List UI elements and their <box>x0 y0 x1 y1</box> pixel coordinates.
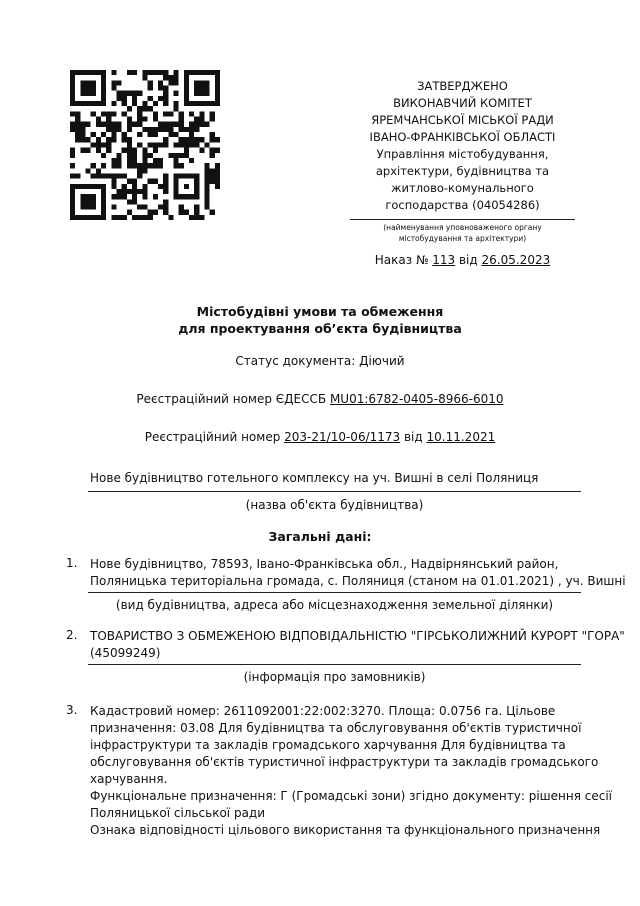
item-line: Поляницької сільської ради <box>90 806 266 820</box>
item-line: обслуговування об'єктів туристичної інфраструктури та закладів громадського <box>90 755 599 769</box>
order-line <box>350 252 575 269</box>
registry-number <box>0 430 640 444</box>
registry-value: MU01:6782-0405-8966-6010 <box>329 392 504 406</box>
approval-caption-line: містобудування та архітектури) <box>398 234 527 243</box>
registry-label: Реєстраційний номер ЄДЕССБ <box>136 392 327 406</box>
approval-line: Управління містобудування, <box>376 147 549 161</box>
order-date-prefix: від <box>458 253 478 267</box>
item-1-rule <box>88 592 581 593</box>
item-line: Поляницька територіальна громада, с. Поляниця (станом на 01.01.2021) , уч. Вишні <box>90 574 626 588</box>
item-3-text <box>90 703 612 839</box>
approval-line: ВИКОНАВЧИЙ КОМІТЕТ <box>393 96 532 110</box>
item-line: ТОВАРИСТВО З ОБМЕЖЕНОЮ ВІДПОВІДАЛЬНІСТЮ "ГІРСЬКОЛИЖНИЙ КУРОРТ "ГОРА" <box>90 629 625 643</box>
approval-heading: ЗАТВЕРДЖЕНО <box>417 79 508 93</box>
registry-date: 10.11.2021 <box>426 430 496 444</box>
approval-caption-line: (найменування уповноваженого органу <box>383 223 542 232</box>
title-line: Містобудівні умови та обмеження <box>196 304 444 319</box>
item-1-text <box>90 556 626 590</box>
general-data-heading: Загальні дані: <box>268 529 372 544</box>
item-2-caption: (інформація про замовників) <box>243 670 426 684</box>
registry-date-prefix: від <box>403 430 423 444</box>
item-line: (45099249) <box>90 646 161 660</box>
object-name-caption: (назва об'єкта будівництва) <box>245 498 424 512</box>
item-number: 2. <box>66 628 78 642</box>
qr-code <box>70 70 220 220</box>
object-name-rule <box>88 491 581 492</box>
approval-line: ІВАНО-ФРАНКІВСЬКОЇ ОБЛАСТІ <box>369 130 556 144</box>
registry-value: 203-21/10-06/1173 <box>284 430 401 444</box>
item-line: Кадастровий номер: 2611092001:22:002:3270. Площа: 0.0756 га. Цільове <box>90 704 556 718</box>
item-2-text <box>90 628 625 662</box>
approval-line: господарства (04054286) <box>385 198 540 212</box>
item-number: 1. <box>66 556 78 570</box>
order-number: 113 <box>432 253 456 267</box>
item-line: інфраструктури та закладів громадського харчування Для будівництва та <box>90 738 566 752</box>
item-2-rule <box>88 664 581 665</box>
registry-label: Реєстраційний номер <box>144 430 281 444</box>
registry-number-edessb <box>0 392 640 406</box>
document-title <box>0 303 640 337</box>
approval-line: ЯРЕМЧАНСЬКОЇ МІСЬКОЇ РАДИ <box>371 113 554 127</box>
approval-caption <box>350 222 575 244</box>
item-line: харчування. <box>90 772 168 786</box>
item-number: 3. <box>66 703 78 717</box>
approval-block <box>350 78 575 269</box>
title-line: для проектування об’єкта будівництва <box>178 321 462 336</box>
item-line: Функціональне призначення: Г (Громадські зони) згідно документу: рішення сесії <box>90 789 612 803</box>
item-1-caption: (вид будівництва, адреса або місцезнаходження земельної ділянки) <box>115 598 554 612</box>
approval-line: архітектури, будівництва та <box>375 164 550 178</box>
object-name: Нове будівництво готельного комплексу на уч. Вишні в селі Поляниця <box>90 471 539 485</box>
approval-line: житлово-комунального <box>391 181 534 195</box>
item-line: Ознака відповідності цільового використання та функціонального призначення <box>90 823 601 837</box>
approval-divider <box>350 219 575 220</box>
order-date: 26.05.2023 <box>481 253 551 267</box>
item-line: Нове будівництво, 78593, Івано-Франківська обл., Надвірнянський район, <box>90 557 559 571</box>
order-prefix: Наказ № <box>374 253 429 267</box>
document-status: Статус документа: Діючий <box>235 354 405 368</box>
item-line: призначення: 03.08 Для будівництва та обслуговування об'єктів туристичної <box>90 721 582 735</box>
